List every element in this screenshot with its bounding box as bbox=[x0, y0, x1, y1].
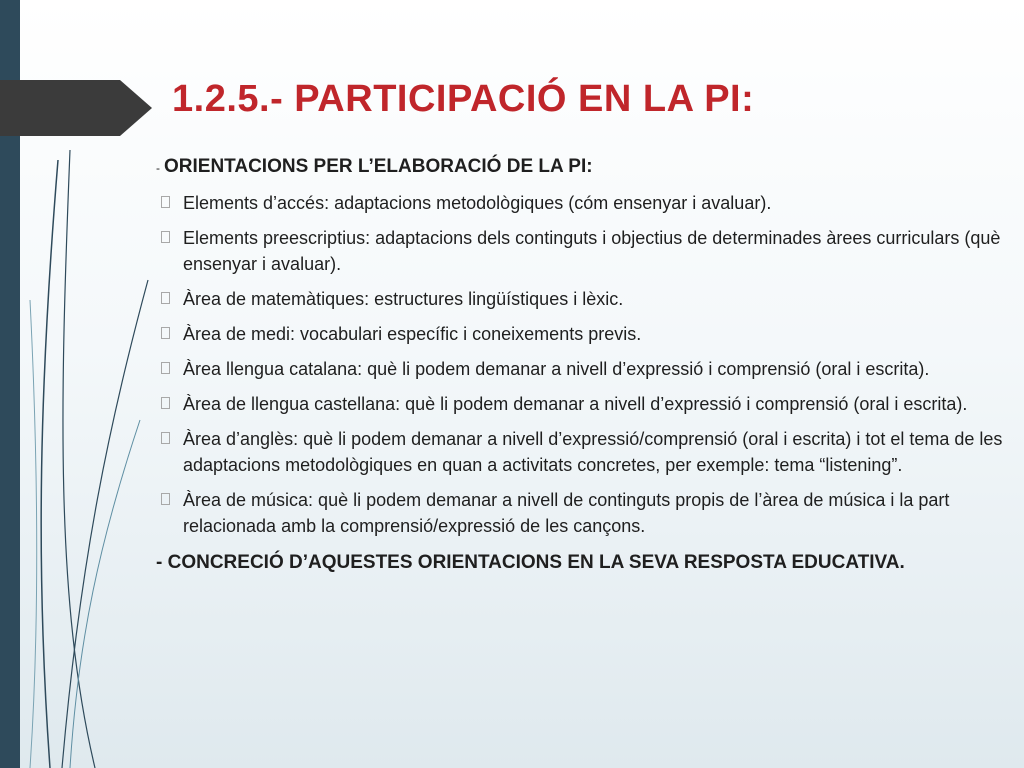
subheading bbox=[156, 156, 1006, 178]
bullet-icon bbox=[161, 292, 170, 304]
list-item-text: Àrea de medi: vocabulari específic i coneixements previs. bbox=[183, 324, 642, 344]
list-item bbox=[156, 286, 1006, 312]
list-item bbox=[156, 356, 1006, 382]
title-tab-arrow bbox=[0, 80, 152, 136]
list-item-text: Àrea d’anglès: què li podem demanar a nivell d’expressió/comprensió (oral i escrita) i tot el tema de les adaptacions metodològiques en quan a activitats concretes, per exemple: tema “listening”. bbox=[183, 429, 1003, 475]
list-item-text: Elements d’accés: adaptacions metodològiques (cóm ensenyar i avaluar). bbox=[183, 193, 772, 213]
list-item bbox=[156, 225, 1006, 277]
bullet-icon bbox=[161, 196, 170, 208]
subheading-dash: - bbox=[156, 161, 160, 175]
list-item bbox=[156, 426, 1006, 478]
bullet-icon bbox=[161, 362, 170, 374]
slide-content bbox=[156, 156, 1006, 578]
slide-title: 1.2.5.- PARTICIPACIÓ EN LA PI: bbox=[172, 78, 755, 120]
bullet-icon bbox=[161, 327, 170, 339]
list-item bbox=[156, 487, 1006, 539]
list-item-text: Elements preescriptius: adaptacions dels continguts i objectius de determinades àrees curriculars (què ensenyar i avaluar). bbox=[183, 228, 1001, 274]
list-item-text: Àrea llengua catalana: què li podem demanar a nivell d’expressió i comprensió (oral i escrita). bbox=[183, 359, 930, 379]
list-item bbox=[156, 321, 1006, 347]
list-item-text: Àrea de llengua castellana: què li podem demanar a nivell d’expressió i comprensió (oral i escrita). bbox=[183, 394, 968, 414]
list-item bbox=[156, 391, 1006, 417]
list-item-text: Àrea de matemàtiques: estructures lingüístiques i lèxic. bbox=[183, 289, 624, 309]
list-item-text: Àrea de música: què li podem demanar a nivell de continguts propis de l’àrea de música i la part relacionada amb la comprensió/expressió de les cançons. bbox=[183, 490, 950, 536]
list-item bbox=[156, 190, 1006, 216]
bullet-icon bbox=[161, 397, 170, 409]
bullet-icon bbox=[161, 432, 170, 444]
bullet-icon bbox=[161, 231, 170, 243]
subheading-text: ORIENTACIONS PER L’ELABORACIÓ DE LA PI: bbox=[164, 156, 593, 177]
orientations-list bbox=[156, 190, 1006, 539]
bullet-icon bbox=[161, 493, 170, 505]
conclusion-text: - CONCRECIÓ D’AQUESTES ORIENTACIONS EN LA SEVA RESPOSTA EDUCATIVA. bbox=[156, 552, 905, 573]
